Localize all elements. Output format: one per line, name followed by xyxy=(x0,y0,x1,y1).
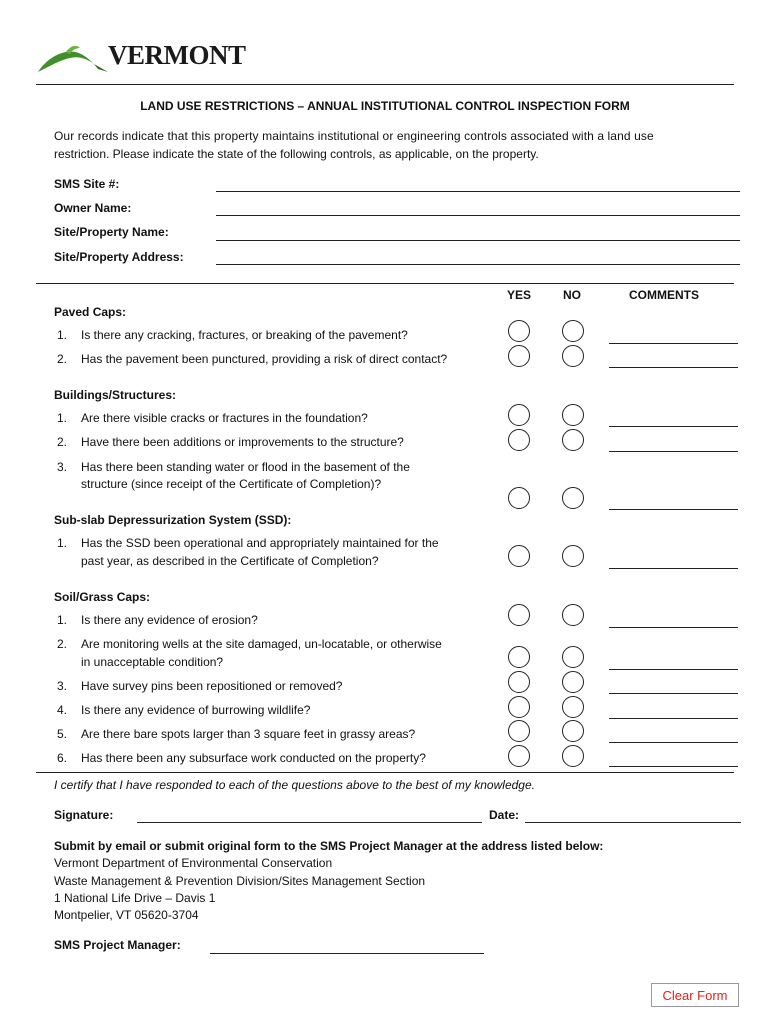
q-number: 3. xyxy=(57,679,68,693)
date-label: Date: xyxy=(489,808,520,822)
sms-site-input[interactable] xyxy=(216,191,740,192)
address-line-2: Waste Management & Prevention Division/Sites Management Section xyxy=(54,874,426,888)
vermont-logo xyxy=(36,40,246,76)
paved-q1-comment[interactable] xyxy=(609,343,738,344)
soil-q2-comment[interactable] xyxy=(609,669,738,670)
form-title: LAND USE RESTRICTIONS – ANNUAL INSTITUTIONAL CONTROL INSPECTION FORM xyxy=(140,99,630,113)
paved-q1: Is there any cracking, fractures, or breaking of the pavement? xyxy=(81,328,408,342)
soil-q4: Is there any evidence of burrowing wildlife? xyxy=(81,703,311,717)
property-address-label: Site/Property Address: xyxy=(54,250,184,264)
buildings-q3-no-radio[interactable] xyxy=(562,487,584,509)
buildings-q2-comment[interactable] xyxy=(609,451,738,452)
soil-q4-no-radio[interactable] xyxy=(562,696,584,718)
buildings-q3-line2: structure (since receipt of the Certificate of Completion)? xyxy=(81,477,382,491)
buildings-q1-yes-radio[interactable] xyxy=(508,404,530,426)
soil-q2-no-radio[interactable] xyxy=(562,646,584,668)
clear-form-button[interactable]: Clear Form xyxy=(651,983,739,1007)
paved-q2-yes-radio[interactable] xyxy=(508,345,530,367)
date-input[interactable] xyxy=(525,822,741,823)
soil-q3-comment[interactable] xyxy=(609,693,738,694)
project-manager-label: SMS Project Manager: xyxy=(54,938,181,952)
soil-q1: Is there any evidence of erosion? xyxy=(81,613,258,627)
soil-q3: Have survey pins been repositioned or removed? xyxy=(81,679,343,693)
soil-q6: Has there been any subsurface work conducted on the property? xyxy=(81,751,426,765)
q-number: 1. xyxy=(57,328,68,342)
soil-q4-comment[interactable] xyxy=(609,718,738,719)
section-paved: Paved Caps: xyxy=(54,305,127,319)
paved-q2: Has the pavement been punctured, providing a risk of direct contact? xyxy=(81,352,448,366)
soil-q5-comment[interactable] xyxy=(609,742,738,743)
section-ssd: Sub-slab Depressurization System (SSD): xyxy=(54,513,292,527)
buildings-q2-yes-radio[interactable] xyxy=(508,429,530,451)
soil-q1-no-radio[interactable] xyxy=(562,604,584,626)
q-number: 6. xyxy=(57,751,68,765)
address-line-4: Montpelier, VT 05620-3704 xyxy=(54,908,199,922)
buildings-q2-no-radio[interactable] xyxy=(562,429,584,451)
section-buildings: Buildings/Structures: xyxy=(54,388,177,402)
property-address-input[interactable] xyxy=(216,264,740,265)
col-no: NO xyxy=(563,288,581,302)
soil-q2-line2: in unacceptable condition? xyxy=(81,655,224,669)
soil-q5-yes-radio[interactable] xyxy=(508,720,530,742)
divider xyxy=(36,772,734,773)
buildings-q1-no-radio[interactable] xyxy=(562,404,584,426)
soil-q1-comment[interactable] xyxy=(609,627,738,628)
soil-q6-no-radio[interactable] xyxy=(562,745,584,767)
paved-q2-comment[interactable] xyxy=(609,367,738,368)
address-line-3: 1 National Life Drive – Davis 1 xyxy=(54,891,216,905)
ssd-q1-line1: Has the SSD been operational and appropriately maintained for the xyxy=(81,536,439,550)
q-number: 5. xyxy=(57,727,68,741)
owner-name-input[interactable] xyxy=(216,215,740,216)
paved-q1-no-radio[interactable] xyxy=(562,320,584,342)
soil-q4-yes-radio[interactable] xyxy=(508,696,530,718)
property-name-label: Site/Property Name: xyxy=(54,225,169,239)
soil-q3-no-radio[interactable] xyxy=(562,671,584,693)
submit-heading: Submit by email or submit original form to the SMS Project Manager at the address listed below: xyxy=(54,839,604,853)
brand-name: VERMONT xyxy=(108,40,246,70)
certify-text: I certify that I have responded to each of the questions above to the best of my knowledge. xyxy=(54,778,535,792)
buildings-q3-comment[interactable] xyxy=(609,509,738,510)
ssd-q1-no-radio[interactable] xyxy=(562,545,584,567)
ssd-q1-line2: past year, as described in the Certificate of Completion? xyxy=(81,554,379,568)
paved-q2-no-radio[interactable] xyxy=(562,345,584,367)
col-comments: COMMENTS xyxy=(629,288,699,302)
q-number: 2. xyxy=(57,435,68,449)
mountain-leaf-icon xyxy=(36,42,112,74)
q-number: 4. xyxy=(57,703,68,717)
intro-line-1: Our records indicate that this property maintains institutional or engineering controls associated with a land use xyxy=(54,129,654,143)
header-rule xyxy=(36,84,734,85)
q-number: 3. xyxy=(57,460,68,474)
q-number: 1. xyxy=(57,536,68,550)
divider xyxy=(36,283,734,284)
buildings-q3-yes-radio[interactable] xyxy=(508,487,530,509)
soil-q1-yes-radio[interactable] xyxy=(508,604,530,626)
q-number: 2. xyxy=(57,637,68,651)
q-number: 1. xyxy=(57,411,68,425)
q-number: 1. xyxy=(57,613,68,627)
sms-site-label: SMS Site #: xyxy=(54,177,120,191)
signature-label: Signature: xyxy=(54,808,114,822)
buildings-q2: Have there been additions or improvements to the structure? xyxy=(81,435,404,449)
soil-q2-yes-radio[interactable] xyxy=(508,646,530,668)
soil-q2-line1: Are monitoring wells at the site damaged, un-locatable, or otherwise xyxy=(81,637,442,651)
ssd-q1-yes-radio[interactable] xyxy=(508,545,530,567)
soil-q3-yes-radio[interactable] xyxy=(508,671,530,693)
q-number: 2. xyxy=(57,352,68,366)
soil-q6-yes-radio[interactable] xyxy=(508,745,530,767)
signature-input[interactable] xyxy=(137,822,482,823)
section-soil: Soil/Grass Caps: xyxy=(54,590,151,604)
col-yes: YES xyxy=(507,288,532,302)
soil-q5: Are there bare spots larger than 3 square feet in grassy areas? xyxy=(81,727,416,741)
soil-q6-comment[interactable] xyxy=(609,766,738,767)
buildings-q1-comment[interactable] xyxy=(609,426,738,427)
buildings-q3-line1: Has there been standing water or flood in the basement of the xyxy=(81,460,410,474)
project-manager-input[interactable] xyxy=(210,953,484,954)
intro-line-2: restriction. Please indicate the state of the following controls, as applicable, on the property. xyxy=(54,147,539,161)
buildings-q1: Are there visible cracks or fractures in the foundation? xyxy=(81,411,368,425)
paved-q1-yes-radio[interactable] xyxy=(508,320,530,342)
soil-q5-no-radio[interactable] xyxy=(562,720,584,742)
ssd-q1-comment[interactable] xyxy=(609,568,738,569)
owner-name-label: Owner Name: xyxy=(54,201,132,215)
address-line-1: Vermont Department of Environmental Conservation xyxy=(54,856,333,870)
property-name-input[interactable] xyxy=(216,240,740,241)
